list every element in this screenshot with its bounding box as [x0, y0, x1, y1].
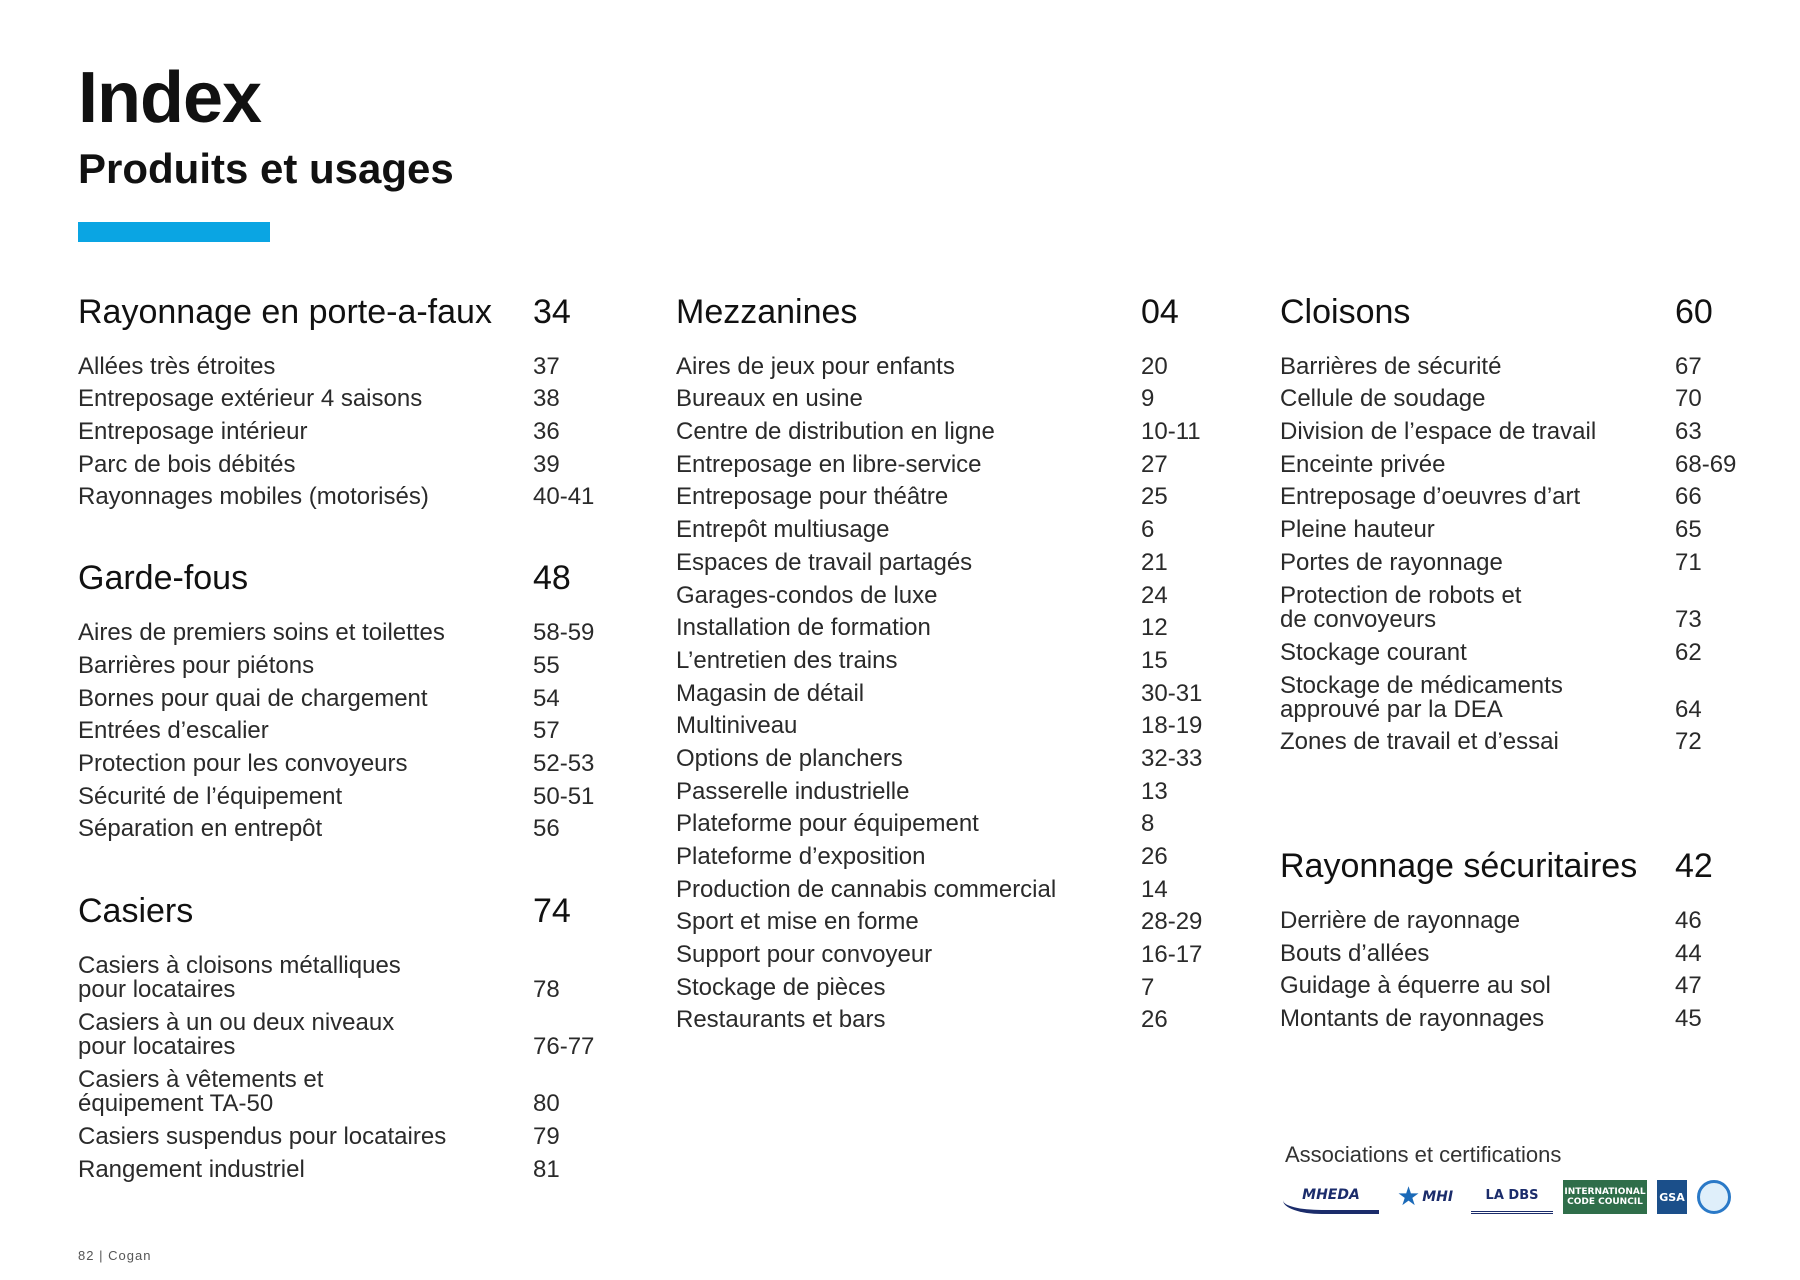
section-page: 04 — [1141, 293, 1179, 331]
index-entry — [1280, 379, 1750, 412]
section-heading — [676, 290, 1216, 334]
entry-label: Protection de robots et de convoyeurs — [1280, 581, 1522, 633]
entry-page: 40-41 — [533, 483, 595, 511]
index-entry — [1280, 509, 1750, 542]
index-entry — [676, 706, 1216, 739]
entry-label: Bureaux en usine — [676, 385, 863, 413]
entry-page: 24 — [1141, 581, 1168, 609]
section-heading — [78, 556, 608, 600]
page-subtitle: Produits et usages — [78, 145, 454, 192]
entry-label: Aires de jeux pour enfants — [676, 352, 955, 380]
index-section — [1280, 844, 1750, 1031]
entry-label: Magasin de détail — [676, 679, 865, 707]
entry-label: Casiers suspendus pour locataires — [78, 1122, 447, 1150]
mhi-logo — [1389, 1180, 1461, 1214]
index-entry — [78, 346, 608, 379]
entry-label: Portes de rayonnage — [1280, 548, 1503, 576]
index-entry — [78, 645, 608, 678]
entry-label: Entrepôt multiusage — [676, 516, 890, 544]
entry-label: Montants de rayonnages — [1280, 1004, 1545, 1032]
index-column-3 — [1280, 290, 1750, 1031]
index-column-1 — [78, 290, 608, 1182]
entry-label: Rangement industriel — [78, 1155, 305, 1183]
index-entry — [1280, 722, 1750, 755]
page-title: Index — [78, 58, 262, 138]
mhi-logo-text: MHI — [1422, 1189, 1454, 1205]
entry-page: 54 — [533, 684, 560, 712]
index-entry — [676, 509, 1216, 542]
section-title: Rayonnage en porte-a-faux — [78, 293, 492, 331]
section-page: 48 — [533, 559, 571, 598]
index-entry — [78, 678, 608, 711]
section-page: 34 — [533, 293, 571, 331]
entry-page: 38 — [533, 385, 560, 413]
index-entry — [676, 836, 1216, 869]
entry-page: 79 — [533, 1122, 560, 1150]
entry-page: 81 — [533, 1155, 560, 1183]
index-entry — [1280, 900, 1750, 933]
section-title: Rayonnage sécuritaires — [1280, 847, 1638, 886]
entry-label: Entreposage en libre-service — [676, 450, 982, 478]
entry-page: 28-29 — [1141, 908, 1203, 936]
entry-label: Bornes pour quai de chargement — [78, 684, 428, 712]
star-icon: ★ — [1396, 1182, 1421, 1212]
entry-label: Entreposage pour théâtre — [676, 483, 949, 511]
entry-page: 27 — [1141, 450, 1168, 478]
entry-label: Restaurants et bars — [676, 1006, 886, 1034]
mheda-logo-text: MHEDA — [1302, 1187, 1360, 1203]
ladbs-logo-text: LA DBS — [1485, 1188, 1539, 1203]
index-entry — [78, 379, 608, 412]
index-section — [78, 889, 608, 1181]
entry-page: 30-31 — [1141, 679, 1203, 707]
entry-page: 73 — [1675, 605, 1702, 633]
entry-label: Barrières de sécurité — [1280, 352, 1502, 380]
index-entry — [78, 945, 608, 1002]
footer-separator: | — [99, 1248, 104, 1263]
mheda-logo — [1283, 1180, 1379, 1214]
index-entry — [78, 809, 608, 842]
index-entry — [676, 804, 1216, 837]
section-heading — [78, 889, 608, 933]
entry-page: 47 — [1675, 972, 1702, 1000]
index-section — [676, 290, 1216, 1032]
entry-label: Parc de bois débités — [78, 450, 296, 478]
entry-page: 66 — [1675, 483, 1702, 511]
entry-list — [1280, 900, 1750, 1031]
entry-page: 63 — [1675, 418, 1702, 446]
entry-label: Allées très étroites — [78, 352, 276, 380]
entry-label: Garages-condos de luxe — [676, 581, 938, 609]
index-entry — [676, 640, 1216, 673]
entry-label: Plateforme pour équipement — [676, 810, 979, 838]
index-column-2 — [676, 290, 1216, 1032]
entry-page: 72 — [1675, 728, 1702, 756]
entry-label: Support pour convoyeur — [676, 941, 933, 969]
entry-label: Rayonnages mobiles (motorisés) — [78, 483, 429, 511]
icc-logo — [1563, 1180, 1647, 1214]
entry-label: Entreposage d’oeuvres d’art — [1280, 483, 1581, 511]
index-entry — [676, 738, 1216, 771]
entry-label: Stockage de médicaments approuvé par la DEA — [1280, 671, 1563, 723]
index-entry — [1280, 575, 1750, 632]
entry-label: Bouts d’allées — [1280, 939, 1430, 967]
entry-label: Centre de distribution en ligne — [676, 418, 995, 446]
entry-label: Production de cannabis commercial — [676, 875, 1057, 903]
index-entry — [676, 346, 1216, 379]
accent-bar — [78, 222, 270, 242]
entry-page: 64 — [1675, 695, 1702, 723]
entry-label: Entreposage intérieur — [78, 418, 308, 446]
entry-page: 36 — [533, 418, 560, 446]
entry-page: 26 — [1141, 1006, 1168, 1034]
entry-page: 68-69 — [1675, 450, 1737, 478]
index-entry — [1280, 444, 1750, 477]
entry-page: 55 — [533, 651, 560, 679]
index-entry — [1280, 542, 1750, 575]
index-entry — [676, 477, 1216, 510]
index-entry — [1280, 998, 1750, 1031]
association-logos — [1283, 1180, 1731, 1214]
entry-page: 78 — [533, 976, 560, 1004]
index-section — [78, 290, 608, 509]
index-entry — [676, 934, 1216, 967]
entry-page: 50-51 — [533, 782, 595, 810]
entry-label: Espaces de travail partagés — [676, 548, 973, 576]
entry-page: 20 — [1141, 352, 1168, 380]
index-entry — [78, 1002, 608, 1059]
section-page: 74 — [533, 892, 571, 931]
entry-label: Barrières pour piétons — [78, 651, 315, 679]
gsa-logo-text: GSA — [1659, 1190, 1685, 1204]
index-entry — [676, 575, 1216, 608]
gsa-logo — [1657, 1180, 1687, 1214]
entry-label: Derrière de rayonnage — [1280, 906, 1521, 934]
entry-page: 46 — [1675, 906, 1702, 934]
entry-page: 13 — [1141, 777, 1168, 805]
entry-label: Casiers à vêtements et équipement TA-50 — [78, 1066, 324, 1118]
index-entry — [676, 771, 1216, 804]
entry-page: 67 — [1675, 352, 1702, 380]
entry-page: 37 — [533, 352, 560, 380]
entry-page: 44 — [1675, 939, 1702, 967]
index-section — [78, 556, 608, 841]
entry-list — [78, 612, 608, 841]
entry-label: Enceinte privée — [1280, 450, 1446, 478]
index-entry — [676, 608, 1216, 641]
entry-label: Options de planchers — [676, 744, 903, 772]
entry-page: 15 — [1141, 646, 1168, 674]
index-entry — [1280, 346, 1750, 379]
entry-label: L’entretien des trains — [676, 646, 898, 674]
footer-page-number: 82 — [78, 1248, 95, 1263]
ladbs-logo — [1471, 1180, 1553, 1214]
entry-page: 56 — [533, 815, 560, 843]
entry-label: Passerelle industrielle — [676, 777, 910, 805]
entry-page: 65 — [1675, 516, 1702, 544]
index-entry — [78, 477, 608, 510]
entry-page: 21 — [1141, 548, 1168, 576]
index-entry — [676, 444, 1216, 477]
index-entry — [78, 743, 608, 776]
entry-label: Stockage courant — [1280, 638, 1467, 666]
entry-page: 6 — [1141, 516, 1155, 544]
entry-page: 8 — [1141, 810, 1155, 838]
page-footer — [78, 1248, 151, 1263]
index-entry — [78, 444, 608, 477]
index-entry — [78, 1116, 608, 1149]
entry-label: Plateforme d’exposition — [676, 843, 926, 870]
index-entry — [1280, 632, 1750, 665]
section-heading — [78, 290, 608, 334]
entry-label: Pleine hauteur — [1280, 516, 1435, 544]
entry-page: 80 — [533, 1090, 560, 1118]
index-entry — [1280, 933, 1750, 966]
index-entry — [1280, 966, 1750, 999]
entry-page: 62 — [1675, 638, 1702, 666]
entry-label: Sport et mise en forme — [676, 908, 919, 936]
entry-label: Stockage de pièces — [676, 973, 886, 1001]
entry-label: Division de l’espace de travail — [1280, 418, 1597, 446]
entry-page: 39 — [533, 450, 560, 478]
associations-label: Associations et certifications — [1285, 1142, 1562, 1167]
index-entry — [78, 711, 608, 744]
entry-page: 32-33 — [1141, 744, 1203, 772]
entry-list — [78, 346, 608, 509]
section-heading — [1280, 844, 1750, 888]
entry-page: 71 — [1675, 548, 1702, 576]
entry-label: Guidage à équerre au sol — [1280, 972, 1551, 1000]
entry-label: Casiers à un ou deux niveaux pour locataires — [78, 1009, 395, 1061]
entry-label: Cellule de soudage — [1280, 385, 1486, 413]
entry-label: Protection pour les convoyeurs — [78, 749, 408, 777]
entry-list — [1280, 346, 1750, 754]
entry-page: 45 — [1675, 1004, 1702, 1032]
section-page: 42 — [1675, 847, 1713, 886]
index-section — [1280, 290, 1750, 754]
entry-label: Multiniveau — [676, 712, 798, 740]
entry-page: 16-17 — [1141, 941, 1203, 969]
icc-logo-text: INTERNATIONAL CODE COUNCIL — [1564, 1187, 1646, 1207]
section-title: Casiers — [78, 892, 194, 931]
section-title: Mezzanines — [676, 293, 858, 331]
entry-page: 70 — [1675, 385, 1702, 413]
entry-page: 9 — [1141, 385, 1155, 413]
entry-page: 14 — [1141, 875, 1168, 903]
entry-label: Séparation en entrepôt — [78, 815, 323, 843]
entry-page: 18-19 — [1141, 712, 1203, 740]
section-title: Garde-fous — [78, 559, 249, 598]
section-title: Cloisons — [1280, 293, 1411, 331]
entry-page: 10-11 — [1141, 418, 1201, 446]
index-entry — [676, 673, 1216, 706]
entry-label: Entreposage extérieur 4 saisons — [78, 385, 423, 413]
entry-label: Entrées d’escalier — [78, 717, 269, 745]
section-page: 60 — [1675, 293, 1713, 331]
entry-label: Casiers à cloisons métalliques pour locataires — [78, 952, 401, 1004]
index-entry — [676, 379, 1216, 412]
entry-page: 52-53 — [533, 749, 595, 777]
entry-label: Zones de travail et d’essai — [1280, 728, 1559, 756]
section-heading — [1280, 290, 1750, 334]
index-entry — [676, 1000, 1216, 1033]
index-entry — [676, 411, 1216, 444]
entry-page: 7 — [1141, 973, 1155, 1001]
entry-list — [676, 346, 1216, 1032]
entry-page: 12 — [1141, 614, 1168, 642]
index-entry — [676, 542, 1216, 575]
entry-label: Sécurité de l’équipement — [78, 782, 343, 810]
index-entry — [1280, 477, 1750, 510]
entry-page: 57 — [533, 717, 560, 745]
entry-page: 76-77 — [533, 1033, 595, 1061]
index-entry — [78, 411, 608, 444]
footer-brand: Cogan — [108, 1248, 152, 1263]
index-entry — [676, 869, 1216, 902]
index-entry — [1280, 665, 1750, 722]
entry-label: Aires de premiers soins et toilettes — [78, 619, 445, 647]
index-entry — [78, 1059, 608, 1116]
index-entry — [1280, 411, 1750, 444]
entry-page: 58-59 — [533, 619, 595, 647]
entry-page: 26 — [1141, 843, 1168, 870]
index-entry — [78, 612, 608, 645]
entry-list — [78, 945, 608, 1181]
seal-logo — [1697, 1180, 1731, 1214]
entry-page: 25 — [1141, 483, 1168, 511]
index-entry — [78, 776, 608, 809]
entry-label: Installation de formation — [676, 614, 931, 642]
index-entry — [676, 967, 1216, 1000]
index-entry — [676, 902, 1216, 935]
index-entry — [78, 1149, 608, 1182]
